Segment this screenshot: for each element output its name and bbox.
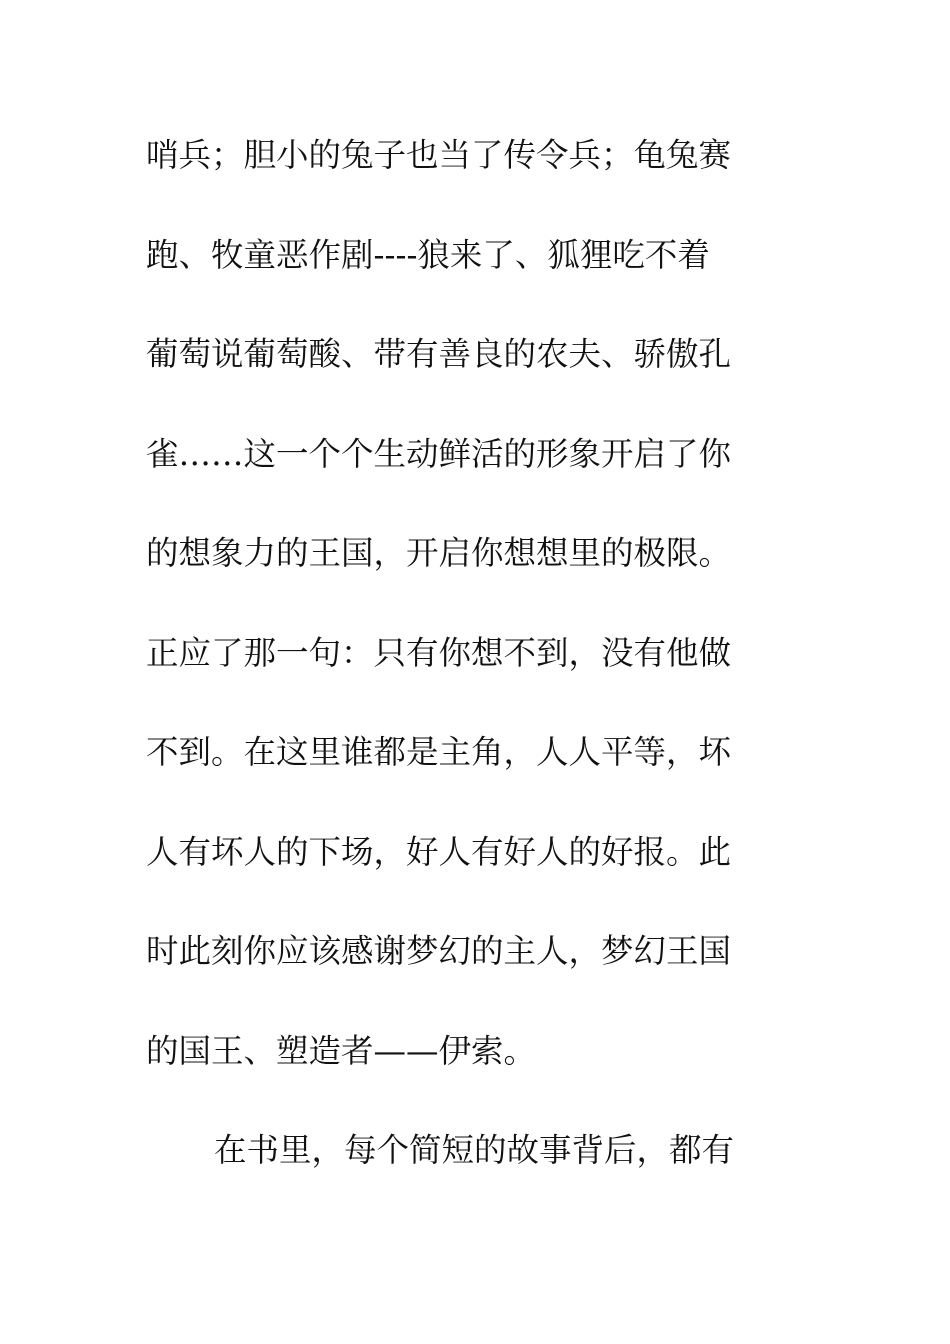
body-text — [146, 126, 786, 1221]
text-line: 哨兵；胆小的兔子也当了传令兵；龟兔赛 — [146, 136, 732, 174]
text-line: 的国王、塑造者——伊索。 — [146, 1031, 537, 1070]
text-line: 雀……这一个个生动鲜活的形象开启了你 — [146, 434, 732, 473]
text-line: 人有坏人的下场，好人有好人的好报。此 — [146, 832, 732, 871]
text-line: 时此刻你应该感谢梦幻的主人，梦幻王国 — [146, 932, 732, 970]
text-line: 正应了那一句：只有你想不到，没有他做 — [146, 633, 732, 672]
text-line: 不到。在这里谁都是主角，人人平等，坏 — [146, 733, 732, 771]
paragraph-start-line: 在书里，每个简短的故事背后，都有 — [214, 1131, 735, 1169]
text-line: 的想象力的王国，开启你想想里的极限。 — [146, 534, 732, 572]
text-line: 葡萄说葡萄酸、带有善良的农夫、骄傲孔 — [146, 335, 732, 373]
text-line: 跑、牧童恶作剧----狼来了、狐狸吃不着 — [146, 235, 710, 274]
